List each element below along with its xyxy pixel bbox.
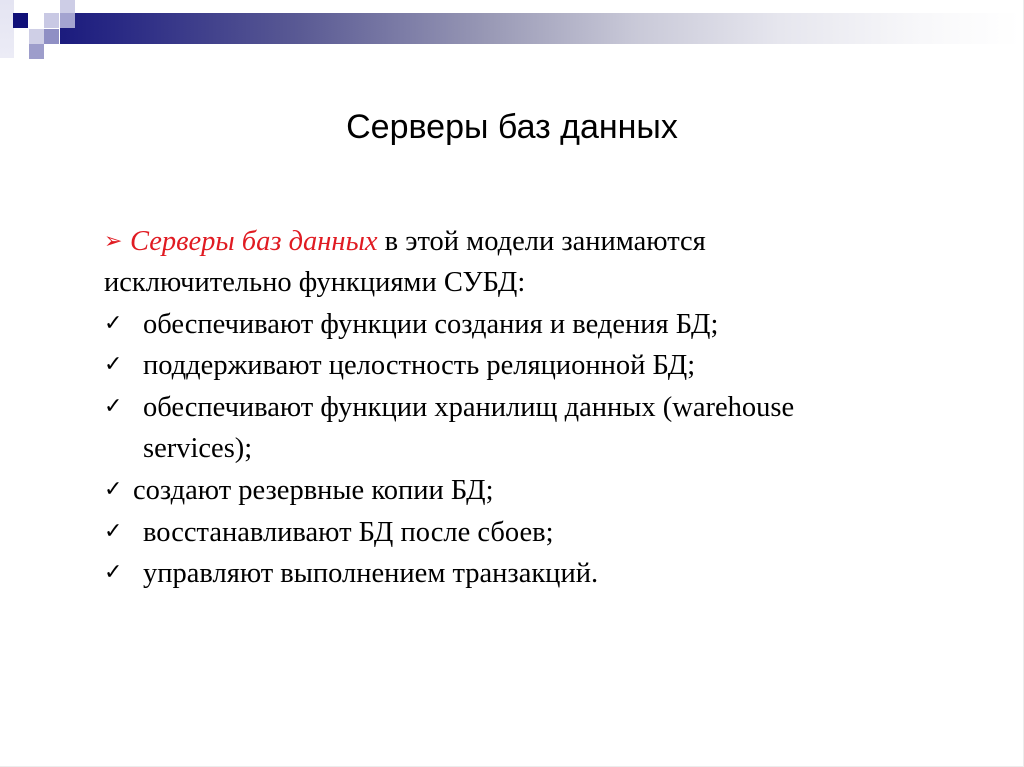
list-item bbox=[104, 512, 964, 554]
list-item-text: обеспечивают функции хранилищ данных (warehouse bbox=[143, 392, 795, 424]
list-item bbox=[104, 470, 964, 512]
list-item-text: поддерживают целостность реляционной БД; bbox=[143, 350, 696, 382]
slide-title: Серверы баз данных bbox=[346, 108, 678, 146]
decorative-square bbox=[29, 44, 44, 59]
arrow-bullet-icon: ➢ bbox=[104, 229, 123, 254]
decorative-square bbox=[60, 13, 75, 28]
list-item-text: восстанавливают БД после сбоев; bbox=[143, 516, 554, 548]
intro-line-2: исключительно функциями СУБД: bbox=[104, 266, 526, 298]
intro-line-1 bbox=[104, 222, 964, 263]
list-item-text: обеспечивают функции создания и ведения БД; bbox=[143, 308, 719, 340]
list-item bbox=[104, 304, 964, 346]
check-icon: ✓ bbox=[104, 476, 123, 502]
intro-highlight: Серверы баз данных bbox=[130, 226, 378, 257]
list-item bbox=[104, 553, 964, 595]
decorative-square bbox=[44, 13, 59, 28]
check-icon: ✓ bbox=[104, 518, 123, 544]
list-item-text: создают резервные копии БД; bbox=[133, 474, 494, 506]
list-item bbox=[104, 387, 964, 429]
list-item-continuation: services); bbox=[143, 432, 253, 464]
check-icon: ✓ bbox=[104, 352, 123, 378]
list-item bbox=[104, 345, 964, 387]
slide-body bbox=[104, 222, 964, 595]
check-icon: ✓ bbox=[104, 394, 123, 420]
decorative-gradient-bar bbox=[60, 13, 1020, 44]
intro-text: в этой модели занимаются bbox=[377, 226, 706, 257]
check-icon: ✓ bbox=[104, 560, 123, 586]
decorative-square bbox=[44, 29, 59, 44]
decorative-strip bbox=[0, 0, 14, 58]
list-item-text: управляют выполнением транзакций. bbox=[143, 558, 599, 590]
check-icon: ✓ bbox=[104, 310, 123, 336]
decorative-square bbox=[13, 13, 28, 28]
decorative-square bbox=[29, 29, 44, 44]
